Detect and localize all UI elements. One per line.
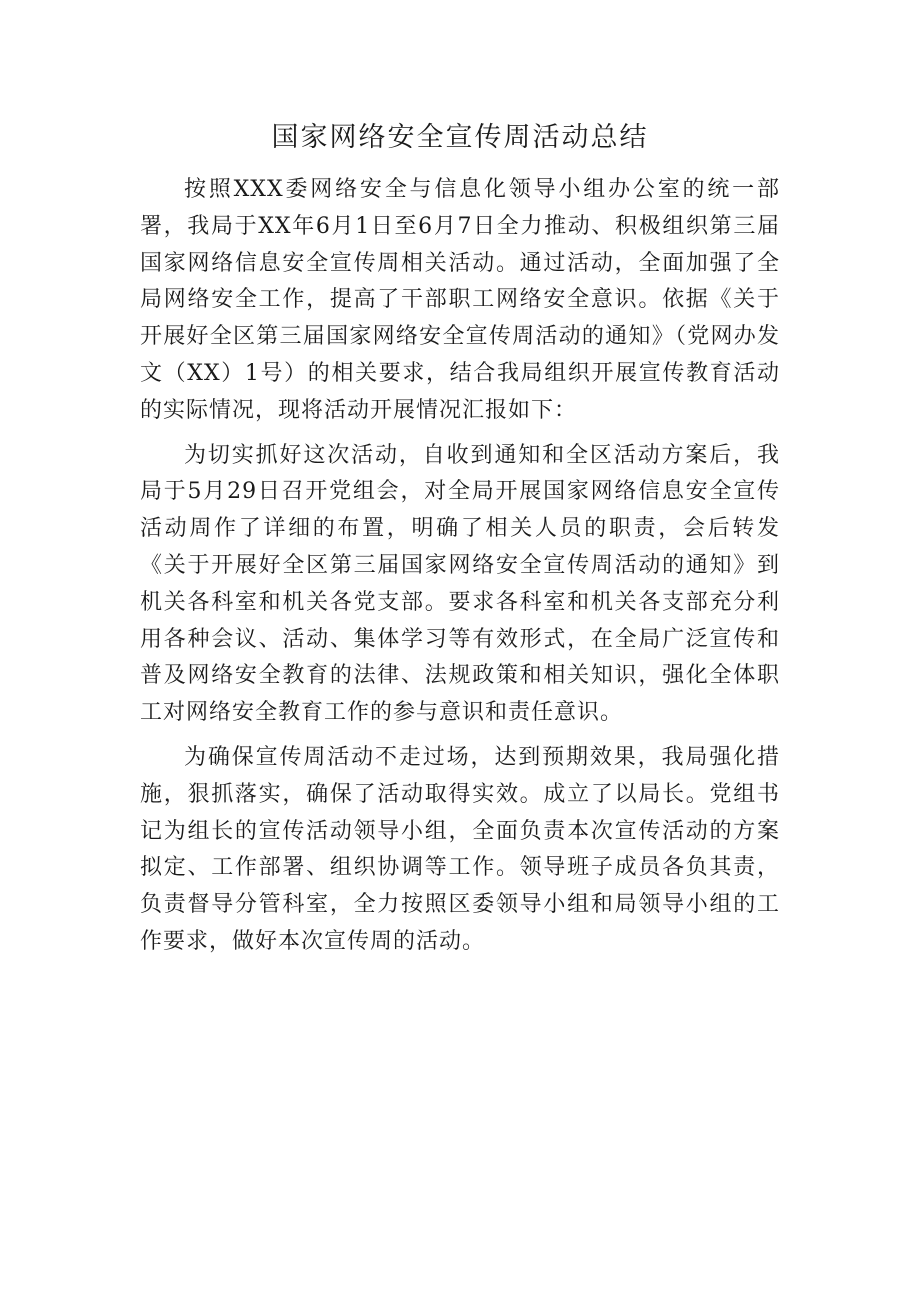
paragraph-intro: 按照XXX委网络安全与信息化领导小组办公室的统一部署，我局于XX年6月1日至6月7日全力推动、积极组织第三届国家网络信息安全宣传周相关活动。通过活动，全面加强了全局网络安全工作，提高了干部职工网络安全意识。依据《关于开展好全区第三届国家网络安全宣传周活动的通知》（党网办发文（XX）1号）的相关要求，结合我局组织开展宣传教育活动的实际情况，现将活动开展情况汇报如下： bbox=[140, 177, 780, 423]
document-body bbox=[140, 172, 780, 961]
document-title: 国家网络安全宣传周活动总结 bbox=[271, 122, 649, 153]
paragraph-measures: 为确保宣传周活动不走过场，达到预期效果，我局强化措施，狠抓落实，确保了活动取得实效。成立了以局长。党组书记为组长的宣传活动领导小组，全面负责本次宣传活动的方案拟定、工作部署、组织协调等工作。领导班子成员各负其责，负责督导分管科室，全力按照区委领导小组和局领导小组的工作要求，做好本次宣传周的活动。 bbox=[140, 744, 780, 954]
paragraph-arrangement: 为切实抓好这次活动，自收到通知和全区活动方案后，我局于5月29日召开党组会，对全局开展国家网络信息安全宣传活动周作了详细的布置，明确了相关人员的职责，会后转发《关于开展好全区第三届国家网络安全宣传周活动的通知》到机关各科室和机关各党支部。要求各科室和机关各支部充分利用各种会议、活动、集体学习等有效形式，在全局广泛宣传和普及网络安全教育的法律、法规政策和相关知识，强化全体职工对网络安全教育工作的参与意识和责任意识。 bbox=[140, 442, 780, 726]
